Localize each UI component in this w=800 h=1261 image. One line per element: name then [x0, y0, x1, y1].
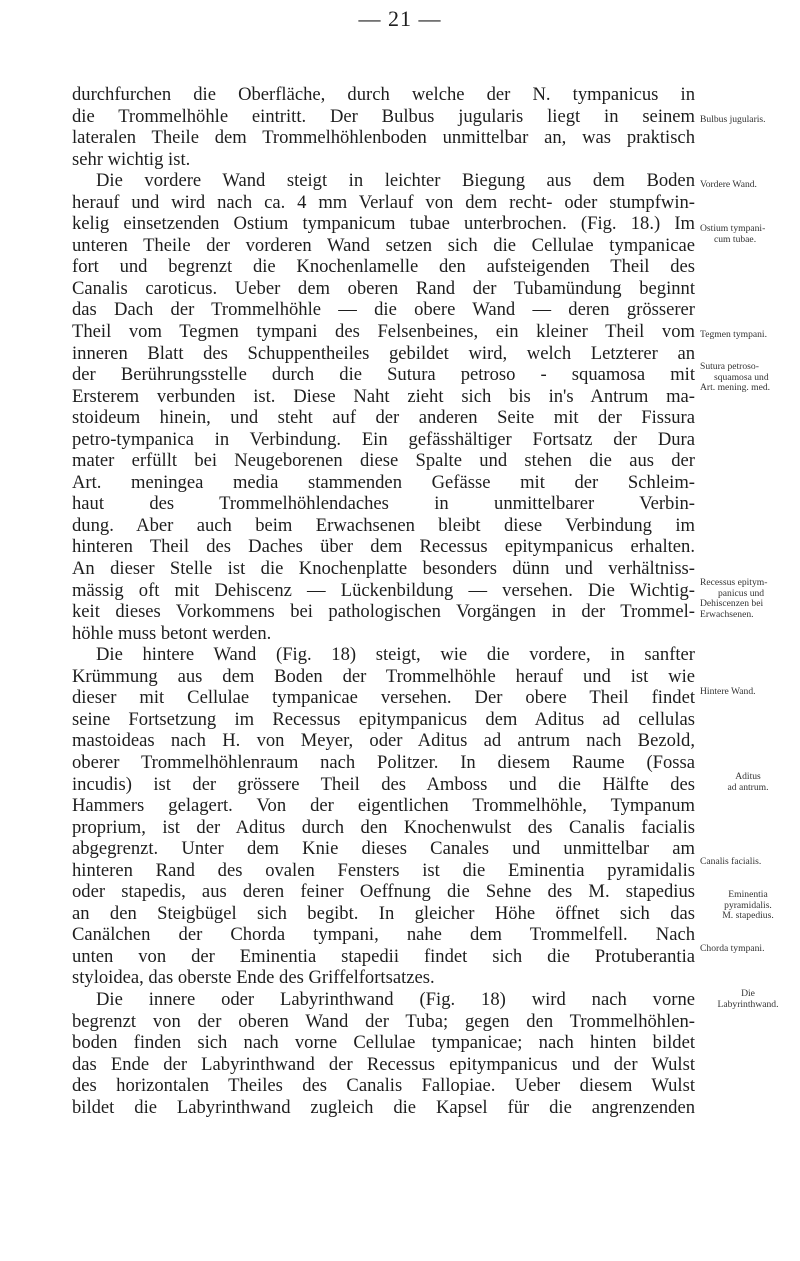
text-line: stoideum hinein, und steht auf der anderen Seite mit der Fissura: [72, 407, 695, 429]
text-line: petro-tympanica in Verbindung. Ein gefässhältiger Fortsatz der Dura: [72, 428, 695, 450]
text-line: an den Steigbügel sich begibt. In gleicher Höhe öffnet sich das: [72, 902, 695, 924]
sidenote-line: Canalis facialis.: [700, 856, 762, 867]
sidenote-line: Vordere Wand.: [700, 179, 757, 190]
sidenote-line: Sutura petroso-: [700, 361, 759, 372]
text-line: kelig einsetzenden Ostium tympanicum tubae unterbrochen. (Fig. 18.) Im: [72, 213, 695, 235]
text-line: sehr wichtig ist.: [72, 148, 191, 170]
text-line: hinteren Rand des ovalen Fensters ist die Eminentia pyramidalis: [72, 859, 695, 881]
text-line: oder stapedis, aus deren feiner Oeffnung die Sehne des M. stapedius: [72, 881, 695, 903]
sidenote-line: cum tubae.: [714, 233, 757, 245]
sidenote-eminentia-pyramidalis: [700, 890, 796, 922]
sidenote-line: Dehiscenzen bei: [700, 598, 764, 610]
sidenote-tegmen-tympani: [700, 330, 796, 341]
text-line: der Berührungsstelle durch die Sutura petroso - squamosa mit: [72, 364, 695, 386]
text-line: dieser mit Cellulae tympanicae versehen. Der obere Theil findet: [72, 687, 695, 709]
sidenote-aditus-ad-antrum: [700, 772, 796, 793]
sidenote-line: Ostium tympani-: [700, 223, 766, 234]
text-line: Ersterem verbunden ist. Diese Naht zieht sich bis in's Antrum ma-: [72, 385, 695, 407]
text-line: mater erfüllt bei Neugeborenen diese Spalte und stehen die aus der: [72, 450, 695, 472]
text-line: Die innere oder Labyrinthwand (Fig. 18) wird nach vorne: [96, 988, 695, 1010]
text-line: Canalis caroticus. Ueber dem oberen Rand der Tubamündung beginnt: [72, 277, 695, 299]
sidenote-line: pyramidalis.: [724, 899, 772, 911]
text-line: Theil vom Tegmen tympani des Felsenbeines, ein kleiner Theil vom: [72, 321, 695, 343]
body-text: [72, 84, 695, 1118]
sidenote-vordere-wand: [700, 180, 796, 191]
sidenote-line: M. stapedius.: [722, 910, 774, 922]
text-line: mastoideas nach H. von Meyer, oder Aditus ad antrum nach Bezold,: [72, 730, 695, 752]
text-line: unteren Theile der vorderen Wand setzen sich die Cellulae tympanicae: [72, 234, 695, 256]
text-line: das Ende der Labyrinthwand der Recessus epitympanicus und der Wulst: [72, 1053, 695, 1075]
text-line: das Dach der Trommelhöhle — die obere Wand — deren grösserer: [72, 299, 695, 321]
text-line: proprium, ist der Aditus durch den Knochenwulst des Canalis facialis: [72, 816, 695, 838]
sidenote-line: Recessus epitym-: [700, 577, 768, 588]
text-line: An dieser Stelle ist die Knochenplatte besonders dünn und verhältniss-: [72, 558, 695, 580]
sidenote-line: Chorda tympani.: [700, 943, 765, 954]
sidenote-chorda-tympani: [700, 944, 796, 955]
sidenote-hintere-wand: [700, 687, 796, 698]
text-line: Art. meningea media stammenden Gefässe mit der Schleim-: [72, 471, 695, 493]
sidenote-line: Erwachsenen.: [700, 608, 754, 620]
sidenote-sutura-petroso-squamosa: [700, 362, 796, 394]
text-line: abgegrenzt. Unter dem Knie dieses Canales und unmittelbar am: [72, 838, 695, 860]
sidenote-line: Labyrinthwand.: [717, 998, 779, 1010]
text-line: begrenzt von der oberen Wand der Tuba; gegen den Trommelhöhlen-: [72, 1010, 695, 1032]
text-line: styloidea, das oberste Ende des Griffelfortsatzes.: [72, 967, 435, 989]
text-line: seine Fortsetzung im Recessus epitympanicus dem Aditus ad cellulas: [72, 708, 695, 730]
text-line: höhle muss betont werden.: [72, 622, 272, 644]
text-line: Canälchen der Chorda tympani, nahe dem Trommelfell. Nach: [72, 924, 695, 946]
text-line: Krümmung aus dem Boden der Trommelhöhle herauf und ist wie: [72, 665, 695, 687]
sidenote-line: Bulbus jugularis.: [700, 114, 766, 125]
text-line: herauf und wird nach ca. 4 mm Verlauf von dem recht- oder stumpfwin-: [72, 191, 695, 213]
sidenote-line: Tegmen tympani.: [700, 329, 768, 340]
text-line: des horizontalen Theiles des Canalis Fallopiae. Ueber diesem Wulst: [72, 1075, 695, 1097]
text-line: hinteren Theil des Daches über dem Recessus epitympanicus erhalten.: [72, 536, 695, 558]
sidenote-line: Art. mening. med.: [700, 382, 771, 394]
sidenote-line: Eminentia: [728, 889, 768, 900]
sidenote-canalis-facialis: [700, 857, 796, 868]
sidenote-labyrinthwand: [700, 989, 796, 1010]
text-line: Hammers gelagert. Von der eigentlichen Trommelhöhle, Tympanum: [72, 795, 695, 817]
text-line: die Trommelhöhle eintritt. Der Bulbus jugularis liegt in seinem: [72, 105, 695, 127]
text-line: oberer Trommelhöhlenraum nach Politzer. In diesem Raume (Fossa: [72, 751, 695, 773]
sidenote-line: Hintere Wand.: [700, 686, 756, 697]
text-line: Die hintere Wand (Fig. 18) steigt, wie die vordere, in sanfter: [96, 644, 695, 666]
text-line: keit dieses Vorkommens bei pathologischen Vorgängen in der Trommel-: [72, 601, 695, 623]
sidenote-line: Aditus: [735, 771, 761, 782]
sidenote-ostium-tympanicum: [700, 224, 796, 245]
sidenote-line: squamosa und: [714, 371, 769, 383]
text-line: boden finden sich nach vorne Cellulae tympanicae; nach hinten bildet: [72, 1032, 695, 1054]
text-line: unten von der Eminentia stapedii findet sich die Protuberantia: [72, 945, 695, 967]
sidenote-recessus-epitympanicus: [700, 578, 796, 620]
text-line: bildet die Labyrinthwand zugleich die Kapsel für die angrenzenden: [72, 1096, 695, 1118]
text-line: mässig oft mit Dehiscenz — Lückenbildung — versehen. Die Wichtig-: [72, 579, 695, 601]
text-line: dung. Aber auch beim Erwachsenen bleibt diese Verbindung im: [72, 514, 695, 536]
text-line: incudis) ist der grössere Theil des Amboss und die Hälfte des: [72, 773, 695, 795]
text-line: inneren Blatt des Schuppentheiles gebildet wird, welch Letzterer an: [72, 342, 695, 364]
text-line: durchfurchen die Oberfläche, durch welche der N. tympanicus in: [72, 84, 695, 105]
text-line: lateralen Theile dem Trommelhöhlenboden unmittelbar an, was praktisch: [72, 127, 695, 149]
sidenote-line: ad antrum.: [727, 781, 769, 793]
sidenote-line: panicus und: [718, 587, 765, 599]
text-line: fort und begrenzt die Knochenlamelle den aufsteigenden Theil des: [72, 256, 695, 278]
text-line: haut des Trommelhöhlendaches in unmittelbarer Verbin-: [72, 493, 695, 515]
sidenote-line: Die: [741, 988, 755, 999]
page-number: — 21 —: [358, 6, 442, 31]
text-line: Die vordere Wand steigt in leichter Biegung aus dem Boden: [96, 170, 695, 192]
sidenote-bulbus-jugularis: [700, 115, 796, 126]
